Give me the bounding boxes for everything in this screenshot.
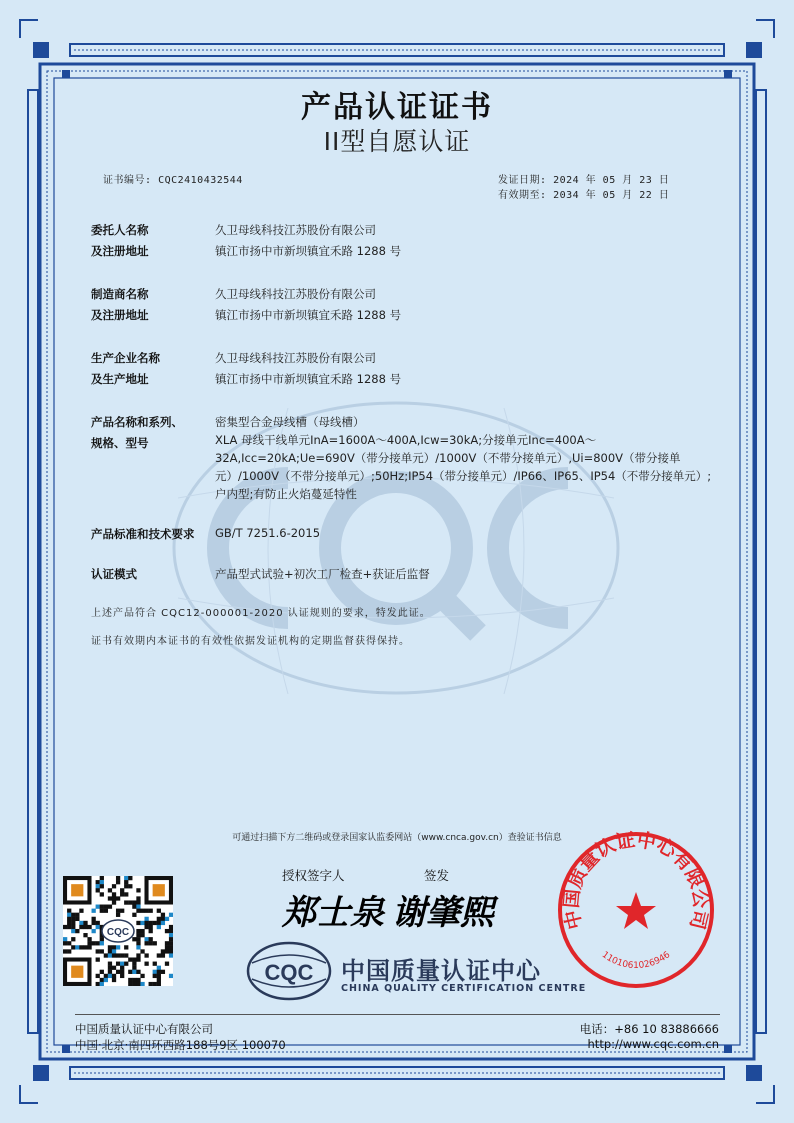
- expiry-date-value: 2034 年 05 月 22 日: [553, 190, 670, 201]
- issue-date-label: 发证日期:: [498, 175, 547, 186]
- product-spec-label: 规格、型号: [91, 436, 149, 450]
- cqc-logo-text: CQC: [264, 960, 314, 985]
- expiry-date: [498, 186, 669, 201]
- certificate-title: 产品认证证书: [301, 90, 493, 125]
- certificate-subtitle: II型自愿认证: [323, 127, 471, 156]
- organization-name-en: CHINA QUALITY CERTIFICATION CENTRE: [341, 983, 587, 994]
- manufacturer-label: 制造商名称: [91, 287, 149, 301]
- cert-no-label: 证书编号:: [103, 175, 152, 186]
- seal-star-icon: [616, 892, 656, 929]
- manufacturer-address: 镇江市扬中市新坝镇宜禾路 1288 号: [215, 308, 402, 322]
- standard-value: GB/T 7251.6-2015: [215, 526, 321, 540]
- cqc-logo-icon: [246, 941, 332, 1001]
- applicant-name: 久卫母线科技江苏股份有限公司: [215, 223, 376, 237]
- standard-label: 产品标准和技术要求: [91, 527, 195, 541]
- footer-divider: [75, 1014, 720, 1015]
- footer-phone-label: 电话：: [579, 1022, 615, 1036]
- compliance-statement: 上述产品符合 CQC12-000001-2020 认证规则的要求，特发此证。: [91, 608, 431, 619]
- factory-address-label: 及生产地址: [91, 372, 149, 386]
- manufacturer-address-label: 及注册地址: [91, 308, 149, 322]
- certification-mode-label: 认证模式: [91, 567, 137, 581]
- product-spec: XLA 母线干线单元InA=1600A～400A,Icw=30kA;分接单元Inc=400A～32A,Icc=20kA;Ue=690V（带分接单元）/1000V（不带分接单元）,Ui=800V（带分接单元）/1000V（不带分接单元）;50Hz;IP54（带分接单元）/IP66、IP65、IP54（不带分接单元）;户内型;有防止火焰蔓延特性: [215, 433, 712, 501]
- issuer-label: 签发: [424, 868, 450, 883]
- qr-logo-text: CQC: [106, 927, 130, 938]
- seal-text: 中国质量认证中心有限公司: [560, 830, 712, 932]
- footer-phone: [580, 1021, 719, 1037]
- product-name: 密集型合金母线槽（母线槽）: [215, 415, 365, 429]
- signature-signatory: 郑士泉: [282, 893, 384, 933]
- issue-date: [498, 171, 669, 186]
- expiry-date-label: 有效期至:: [498, 190, 547, 201]
- factory-address: 镇江市扬中市新坝镇宜禾路 1288 号: [215, 372, 402, 386]
- footer-address: 中国·北京·南四环西路188号9区 100070: [75, 1038, 286, 1052]
- applicant-address-label: 及注册地址: [91, 244, 149, 258]
- certification-mode-value: 产品型式试验+初次工厂检查+获证后监督: [215, 567, 430, 581]
- verification-qr-code[interactable]: [63, 876, 173, 986]
- product-label: 产品名称和系列、: [91, 415, 183, 429]
- factory-name: 久卫母线科技江苏股份有限公司: [215, 351, 376, 365]
- organization-name-cn: 中国质量认证中心: [341, 957, 541, 985]
- manufacturer-name: 久卫母线科技江苏股份有限公司: [215, 287, 376, 301]
- factory-label: 生产企业名称: [91, 351, 160, 365]
- applicant-label: 委托人名称: [91, 223, 149, 237]
- certificate-number: [103, 171, 243, 186]
- signatory-label: 授权签字人: [282, 868, 345, 883]
- applicant-address: 镇江市扬中市新坝镇宜禾路 1288 号: [215, 244, 402, 258]
- validity-statement: 证书有效期内本证书的有效性依据发证机构的定期监督获得保持。: [91, 636, 410, 647]
- footer-website[interactable]: http://www.cqc.com.cn: [587, 1037, 719, 1051]
- footer-phone-value: +86 10 83886666: [614, 1022, 719, 1036]
- issue-date-value: 2024 年 05 月 23 日: [553, 175, 670, 186]
- official-seal: [556, 830, 716, 990]
- verification-notice: 可通过扫描下方二维码或登录国家认监委网站（www.cnca.gov.cn）查验证书信息: [232, 833, 562, 843]
- footer-company: 中国质量认证中心有限公司: [75, 1022, 213, 1036]
- seal-number: 1101061026946: [599, 950, 673, 972]
- signature-issuer: 谢肇熙: [392, 893, 494, 933]
- cert-no-value: CQC2410432544: [158, 175, 243, 186]
